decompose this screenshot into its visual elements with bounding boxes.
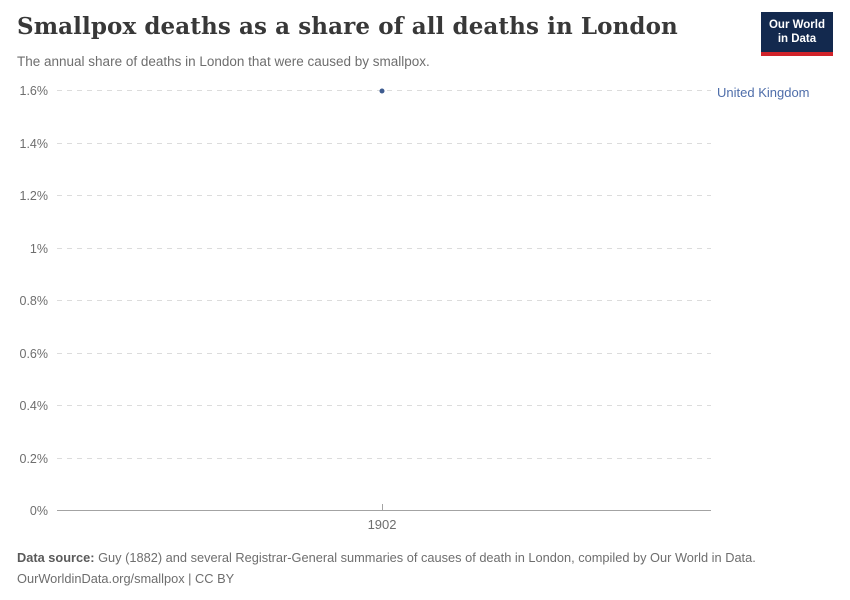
y-axis-tick-label: 0.2% (19, 451, 48, 466)
x-axis-tick-label: 1902 (367, 517, 397, 532)
data-source-line (17, 547, 756, 568)
logo-text-line2: in Data (777, 33, 817, 46)
series-label-united-kingdom[interactable]: United Kingdom (717, 85, 810, 100)
y-axis-tick-label: 1.4% (19, 136, 48, 151)
gridline (57, 405, 711, 406)
logo-text-line1: Our World (768, 19, 825, 31)
license-line[interactable]: OurWorldinData.org/smallpox | CC BY (17, 571, 235, 587)
y-axis-tick-label: 0% (29, 504, 48, 518)
data-source-label: Data source: (17, 550, 95, 565)
owid-logo[interactable] (761, 12, 833, 56)
chart-title: Smallpox deaths as a share of all deaths in London (17, 13, 678, 40)
gridline (57, 353, 711, 354)
y-axis-tick-label: 1% (29, 241, 48, 256)
gridline (57, 143, 711, 144)
x-axis-line (57, 510, 711, 511)
plot-area (19, 84, 810, 532)
gridline (57, 248, 711, 249)
data-point[interactable] (380, 89, 385, 94)
chart-footer (17, 547, 756, 589)
y-axis-tick-label: 0.4% (19, 399, 48, 413)
y-axis-tick-label: 0.8% (19, 294, 48, 308)
chart-subtitle: The annual share of deaths in London that were caused by smallpox. (17, 54, 430, 69)
y-axis-tick-label: 0.6% (19, 346, 48, 361)
y-axis-tick-label: 1.2% (19, 189, 48, 203)
gridline (57, 300, 711, 301)
gridline (57, 195, 711, 196)
data-source-text: Guy (1882) and several Registrar-General summaries of causes of death in London, compiled by Our World in Data. (94, 550, 756, 565)
y-axis-tick-label: 1.6% (19, 84, 48, 98)
gridline (57, 458, 711, 459)
